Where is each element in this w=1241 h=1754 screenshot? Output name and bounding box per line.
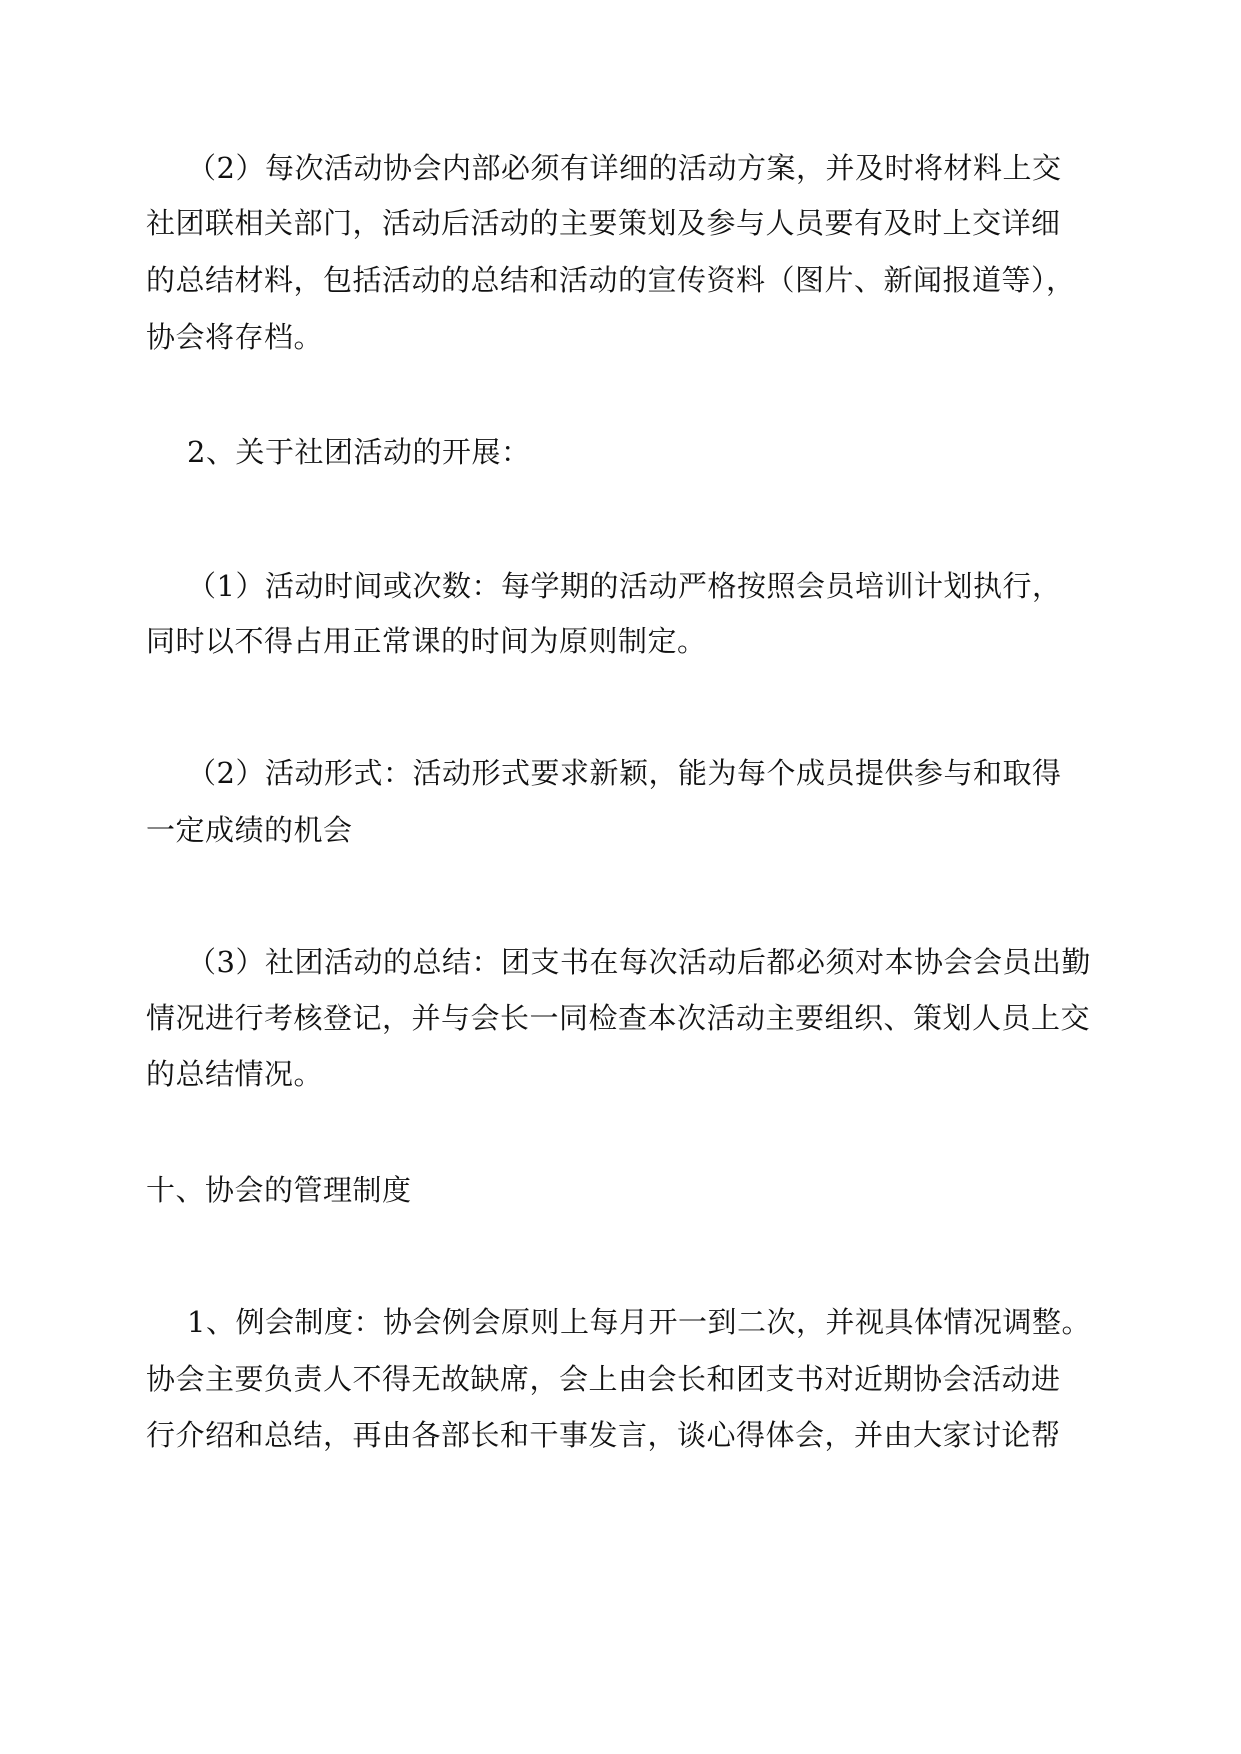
paragraph-line: （2）活动形式：活动形式要求新颖，能为每个成员提供参与和取得 bbox=[187, 756, 1062, 790]
paragraph-line: 协会将存档。 bbox=[146, 320, 324, 354]
paragraph-line: 同时以不得占用正常课的时间为原则制定。 bbox=[146, 624, 707, 658]
paragraph-line: 情况进行考核登记，并与会长一同检查本次活动主要组织、策划人员上交 bbox=[146, 1001, 1091, 1035]
paragraph-line: （2）每次活动协会内部必须有详细的活动方案，并及时将材料上交 bbox=[187, 151, 1062, 185]
chapter-heading: 十、协会的管理制度 bbox=[146, 1173, 412, 1207]
paragraph-line: （1）活动时间或次数：每学期的活动严格按照会员培训计划执行， bbox=[187, 569, 1062, 603]
paragraph-line: 行介绍和总结，再由各部长和干事发言，谈心得体会，并由大家讨论帮 bbox=[146, 1418, 1061, 1452]
paragraph-line: 1、例会制度：协会例会原则上每月开一到二次，并视具体情况调整。 bbox=[187, 1305, 1091, 1339]
paragraph-line: 社团联相关部门，活动后活动的主要策划及参与人员要有及时上交详细 bbox=[146, 206, 1061, 240]
paragraph-line: （3）社团活动的总结：团支书在每次活动后都必须对本协会会员出勤 bbox=[187, 945, 1091, 979]
paragraph-line: 一定成绩的机会 bbox=[146, 813, 353, 847]
paragraph-line: 协会主要负责人不得无故缺席，会上由会长和团支书对近期协会活动进 bbox=[146, 1362, 1061, 1396]
paragraph-line: 的总结材料，包括活动的总结和活动的宣传资料（图片、新闻报道等）， bbox=[146, 263, 1076, 297]
section-heading: 2、关于社团活动的开展： bbox=[187, 435, 531, 469]
paragraph-line: 的总结情况。 bbox=[146, 1057, 324, 1091]
